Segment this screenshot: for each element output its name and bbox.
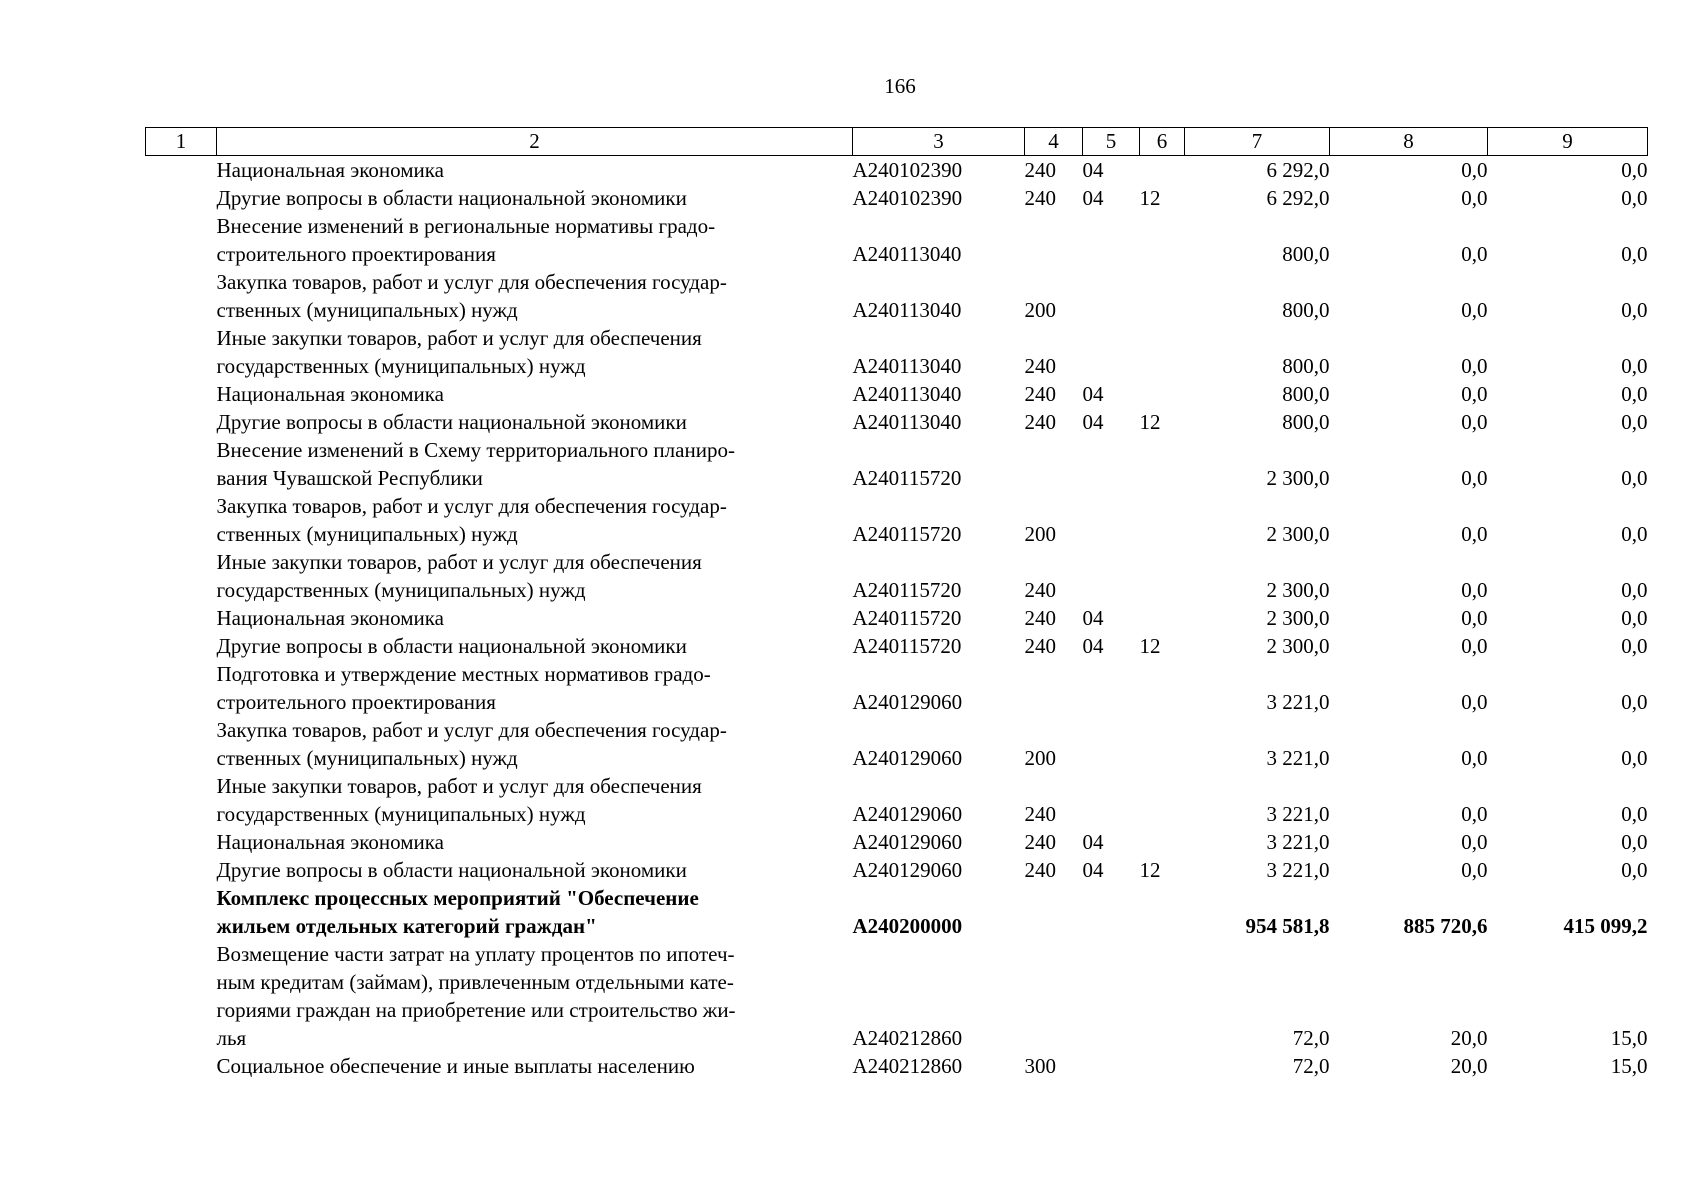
row-name-line: Комплекс процессных мероприятий "Обеспечение [216,886,699,910]
row-spacer-cell [146,604,217,632]
amount-col9-cell: 0,0 [1621,158,1648,182]
amount-col9-cell: 0,0 [1621,802,1648,826]
target-code-cell: А240212860 [852,1054,963,1078]
target-code-cell: А240115720 [852,466,962,490]
amount-col8-cell: 0,0 [1461,298,1488,322]
expense-type-cell: 240 [1024,354,1056,378]
expense-type-cell: 240 [1024,410,1056,434]
column-header: 8 [1330,128,1488,156]
table-row [146,828,1648,856]
row-name-line: ственных (муниципальных) нужд [216,522,518,546]
amount-col7-cell: 3 221,0 [1266,802,1330,826]
target-code-cell: А240115720 [852,522,962,546]
target-code-cell: А240129060 [852,830,963,854]
target-code-cell: А240212860 [852,1026,963,1050]
row-spacer-cell [146,716,217,772]
subsection-cell [1140,604,1185,632]
subsection-cell [1140,436,1185,492]
amount-col7-cell: 6 292,0 [1266,186,1330,210]
row-spacer-cell [146,856,217,884]
amount-col8-cell: 0,0 [1461,158,1488,182]
row-name-line: жильем отдельных категорий граждан" [216,914,597,938]
subsection-cell [1140,156,1185,185]
amount-col8-cell: 20,0 [1450,1054,1488,1078]
row-name-cell [217,268,853,324]
amount-col7-cell: 3 221,0 [1266,830,1330,854]
target-code-cell: А240113040 [852,354,962,378]
target-code-cell: А240102390 [852,158,963,182]
amount-col8-cell: 0,0 [1461,578,1488,602]
subsection-cell: 12 [1139,186,1161,210]
row-name-line: Национальная экономика [216,606,444,630]
row-name-line: ственных (муниципальных) нужд [216,746,518,770]
section-cell: 04 [1082,382,1104,406]
section-cell [1083,548,1140,604]
subsection-cell [1140,660,1185,716]
row-name-cell [217,828,853,856]
section-cell: 04 [1082,634,1104,658]
row-name-line: Иные закупки товаров, работ и услуг для обеспечения [216,326,702,350]
amount-col8-cell: 0,0 [1461,606,1488,630]
amount-col9-cell: 0,0 [1621,858,1648,882]
amount-col9-cell: 0,0 [1621,410,1648,434]
section-cell [1083,492,1140,548]
table-row [146,408,1648,436]
row-spacer-cell [146,408,217,436]
expense-type-cell: 300 [1024,1054,1056,1078]
subsection-cell: 12 [1139,410,1161,434]
row-spacer-cell [146,380,217,408]
target-code-cell: А240115720 [852,634,962,658]
table-row [146,856,1648,884]
amount-col7-cell: 3 221,0 [1266,690,1330,714]
amount-col8-cell: 0,0 [1461,186,1488,210]
row-spacer-cell [146,884,217,940]
table-row [146,156,1648,185]
amount-col7-cell: 3 221,0 [1266,858,1330,882]
section-cell: 04 [1082,158,1104,182]
expense-type-cell [1025,436,1083,492]
amount-col9-cell: 0,0 [1621,606,1648,630]
target-code-cell: А240115720 [852,606,962,630]
row-name-line: ственных (муниципальных) нужд [216,298,518,322]
row-name-cell [217,156,853,185]
row-name-cell [217,632,853,660]
table-row [146,380,1648,408]
subsection-cell [1140,212,1185,268]
page-number: 166 [884,74,916,98]
section-cell [1083,324,1140,380]
table-row [146,212,1648,268]
expense-type-cell: 240 [1024,830,1056,854]
expense-type-cell: 200 [1024,298,1056,322]
expense-type-cell: 240 [1024,606,1056,630]
row-name-line: Социальное обеспечение и иные выплаты населению [216,1054,695,1078]
expense-type-cell [1025,884,1083,940]
amount-col8-cell: 0,0 [1461,466,1488,490]
amount-col7-cell: 800,0 [1282,382,1330,406]
expense-type-cell: 240 [1024,802,1056,826]
amount-col7-cell: 2 300,0 [1266,578,1330,602]
amount-col7-cell: 2 300,0 [1266,634,1330,658]
row-name-line: Закупка товаров, работ и услуг для обеспечения государ- [216,270,727,294]
row-spacer-cell [146,492,217,548]
amount-col8-cell: 0,0 [1461,410,1488,434]
target-code-cell: А240129060 [852,858,963,882]
row-name-line: гориями граждан на приобретение или строительство жи- [216,998,736,1022]
row-spacer-cell [146,436,217,492]
table-row [146,548,1648,604]
amount-col8-cell: 0,0 [1461,746,1488,770]
expense-type-cell: 200 [1024,522,1056,546]
expense-type-cell: 240 [1024,634,1056,658]
row-name-line: Подготовка и утверждение местных нормативов градо- [216,662,711,686]
amount-col9-cell: 0,0 [1621,830,1648,854]
amount-col8-cell: 885 720,6 [1403,914,1488,938]
section-cell: 04 [1082,858,1104,882]
row-name-line: строительного проектирования [216,690,496,714]
column-header: 4 [1025,128,1083,156]
row-name-cell [217,772,853,828]
row-name-line: Иные закупки товаров, работ и услуг для обеспечения [216,774,702,798]
section-cell: 04 [1082,186,1104,210]
table-row [146,884,1648,940]
expense-type-cell [1025,940,1083,1052]
subsection-cell [1140,1052,1185,1080]
amount-col9-cell: 0,0 [1621,690,1648,714]
expense-type-cell: 200 [1024,746,1056,770]
row-name-cell [217,856,853,884]
row-name-cell [217,436,853,492]
table-row [146,604,1648,632]
subsection-cell [1140,940,1185,1052]
amount-col7-cell: 800,0 [1282,298,1330,322]
expense-type-cell [1025,660,1083,716]
row-name-cell [217,184,853,212]
row-name-cell [217,324,853,380]
section-cell [1083,212,1140,268]
subsection-cell [1140,884,1185,940]
row-spacer-cell [146,184,217,212]
column-header: 5 [1083,128,1140,156]
section-cell [1083,268,1140,324]
row-name-cell [217,660,853,716]
row-name-cell [217,1052,853,1080]
table-row [146,1052,1648,1080]
amount-col9-cell: 0,0 [1621,522,1648,546]
amount-col7-cell: 954 581,8 [1245,914,1330,938]
row-name-line: Национальная экономика [216,830,444,854]
row-name-line: государственных (муниципальных) нужд [216,802,586,826]
expense-type-cell [1025,212,1083,268]
amount-col9-cell: 15,0 [1610,1054,1648,1078]
row-spacer-cell [146,156,217,185]
table-row [146,632,1648,660]
amount-col8-cell: 0,0 [1461,858,1488,882]
amount-col9-cell: 0,0 [1621,634,1648,658]
row-name-line: вания Чувашской Республики [216,466,483,490]
row-name-line: Закупка товаров, работ и услуг для обеспечения государ- [216,718,727,742]
row-name-cell [217,604,853,632]
amount-col7-cell: 72,0 [1292,1026,1330,1050]
amount-col9-cell: 0,0 [1621,186,1648,210]
row-name-line: Внесение изменений в региональные нормативы градо- [216,214,716,238]
row-name-line: государственных (муниципальных) нужд [216,578,586,602]
table-row [146,940,1648,1052]
amount-col7-cell: 800,0 [1282,410,1330,434]
amount-col8-cell: 20,0 [1450,1026,1488,1050]
target-code-cell: А240200000 [852,914,963,938]
table-row [146,492,1648,548]
section-cell [1083,436,1140,492]
amount-col9-cell: 0,0 [1621,466,1648,490]
target-code-cell: А240113040 [852,410,962,434]
subsection-cell [1140,716,1185,772]
row-name-cell [217,492,853,548]
row-name-cell [217,716,853,772]
column-header: 3 [853,128,1025,156]
amount-col9-cell: 0,0 [1621,298,1648,322]
table-row [146,324,1648,380]
section-cell [1083,940,1140,1052]
amount-col7-cell: 2 300,0 [1266,466,1330,490]
row-spacer-cell [146,212,217,268]
row-spacer-cell [146,632,217,660]
amount-col7-cell: 800,0 [1282,242,1330,266]
row-spacer-cell [146,548,217,604]
target-code-cell: А240113040 [852,242,962,266]
row-name-line: Иные закупки товаров, работ и услуг для обеспечения [216,550,702,574]
row-name-line: Национальная экономика [216,382,444,406]
amount-col8-cell: 0,0 [1461,354,1488,378]
target-code-cell: А240102390 [852,186,963,210]
row-name-cell [217,884,853,940]
amount-col7-cell: 2 300,0 [1266,606,1330,630]
row-spacer-cell [146,324,217,380]
amount-col7-cell: 2 300,0 [1266,522,1330,546]
row-name-line: строительного проектирования [216,242,496,266]
column-numbers-header [146,128,1648,156]
amount-col7-cell: 72,0 [1292,1054,1330,1078]
row-name-line: Другие вопросы в области национальной экономики [216,410,687,434]
table-row [146,772,1648,828]
amount-col9-cell: 0,0 [1621,242,1648,266]
section-cell: 04 [1082,410,1104,434]
row-name-line: Другие вопросы в области национальной экономики [216,634,687,658]
section-cell [1083,1052,1140,1080]
amount-col7-cell: 800,0 [1282,354,1330,378]
amount-col7-cell: 3 221,0 [1266,746,1330,770]
row-name-line: Возмещение части затрат на уплату процентов по ипотеч- [216,942,735,966]
target-code-cell: А240129060 [852,746,963,770]
section-cell: 04 [1082,830,1104,854]
section-cell: 04 [1082,606,1104,630]
row-spacer-cell [146,828,217,856]
row-spacer-cell [146,268,217,324]
row-name-cell [217,380,853,408]
section-cell [1083,660,1140,716]
amount-col8-cell: 0,0 [1461,830,1488,854]
target-code-cell: А240115720 [852,578,962,602]
table-row [146,184,1648,212]
row-spacer-cell [146,1052,217,1080]
table-row [146,268,1648,324]
row-name-line: Закупка товаров, работ и услуг для обеспечения государ- [216,494,727,518]
row-name-line: Другие вопросы в области национальной экономики [216,186,687,210]
table-row [146,660,1648,716]
table-body [146,156,1648,1081]
subsection-cell [1140,828,1185,856]
amount-col9-cell: 415 099,2 [1563,914,1648,938]
subsection-cell [1140,492,1185,548]
amount-col8-cell: 0,0 [1461,634,1488,658]
row-name-cell [217,548,853,604]
row-spacer-cell [146,660,217,716]
target-code-cell: А240113040 [852,298,962,322]
column-header: 6 [1140,128,1185,156]
subsection-cell [1140,324,1185,380]
expense-type-cell: 240 [1024,578,1056,602]
expense-type-cell: 240 [1024,858,1056,882]
amount-col9-cell: 15,0 [1610,1026,1648,1050]
row-name-line: ным кредитам (займам), привлеченным отдельными кате- [216,970,734,994]
amount-col8-cell: 0,0 [1461,690,1488,714]
amount-col7-cell: 6 292,0 [1266,158,1330,182]
section-cell [1083,884,1140,940]
subsection-cell [1140,548,1185,604]
row-spacer-cell [146,940,217,1052]
budget-table [145,127,1648,1080]
amount-col9-cell: 0,0 [1621,578,1648,602]
section-cell [1083,716,1140,772]
column-header: 1 [146,128,217,156]
amount-col9-cell: 0,0 [1621,746,1648,770]
expense-type-cell: 240 [1024,158,1056,182]
table-row [146,716,1648,772]
target-code-cell: А240129060 [852,690,963,714]
amount-col8-cell: 0,0 [1461,802,1488,826]
section-cell [1083,772,1140,828]
row-spacer-cell [146,772,217,828]
row-name-line: государственных (муниципальных) нужд [216,354,586,378]
amount-col8-cell: 0,0 [1461,242,1488,266]
amount-col8-cell: 0,0 [1461,382,1488,406]
expense-type-cell: 240 [1024,382,1056,406]
target-code-cell: А240113040 [852,382,962,406]
row-name-cell [217,212,853,268]
target-code-cell: А240129060 [852,802,963,826]
column-header: 9 [1488,128,1648,156]
subsection-cell [1140,772,1185,828]
amount-col9-cell: 0,0 [1621,354,1648,378]
column-header: 2 [217,128,853,156]
row-name-line: лья [216,1026,247,1050]
subsection-cell: 12 [1139,858,1161,882]
amount-col9-cell: 0,0 [1621,382,1648,406]
subsection-cell [1140,268,1185,324]
table-row [146,436,1648,492]
expense-type-cell: 240 [1024,186,1056,210]
row-name-line: Внесение изменений в Схему территориального планиро- [216,438,735,462]
subsection-cell [1140,380,1185,408]
row-name-line: Другие вопросы в области национальной экономики [216,858,687,882]
amount-col8-cell: 0,0 [1461,522,1488,546]
subsection-cell: 12 [1139,634,1161,658]
row-name-line: Национальная экономика [216,158,444,182]
row-name-cell [217,940,853,1052]
column-header: 7 [1185,128,1330,156]
row-name-cell [217,408,853,436]
